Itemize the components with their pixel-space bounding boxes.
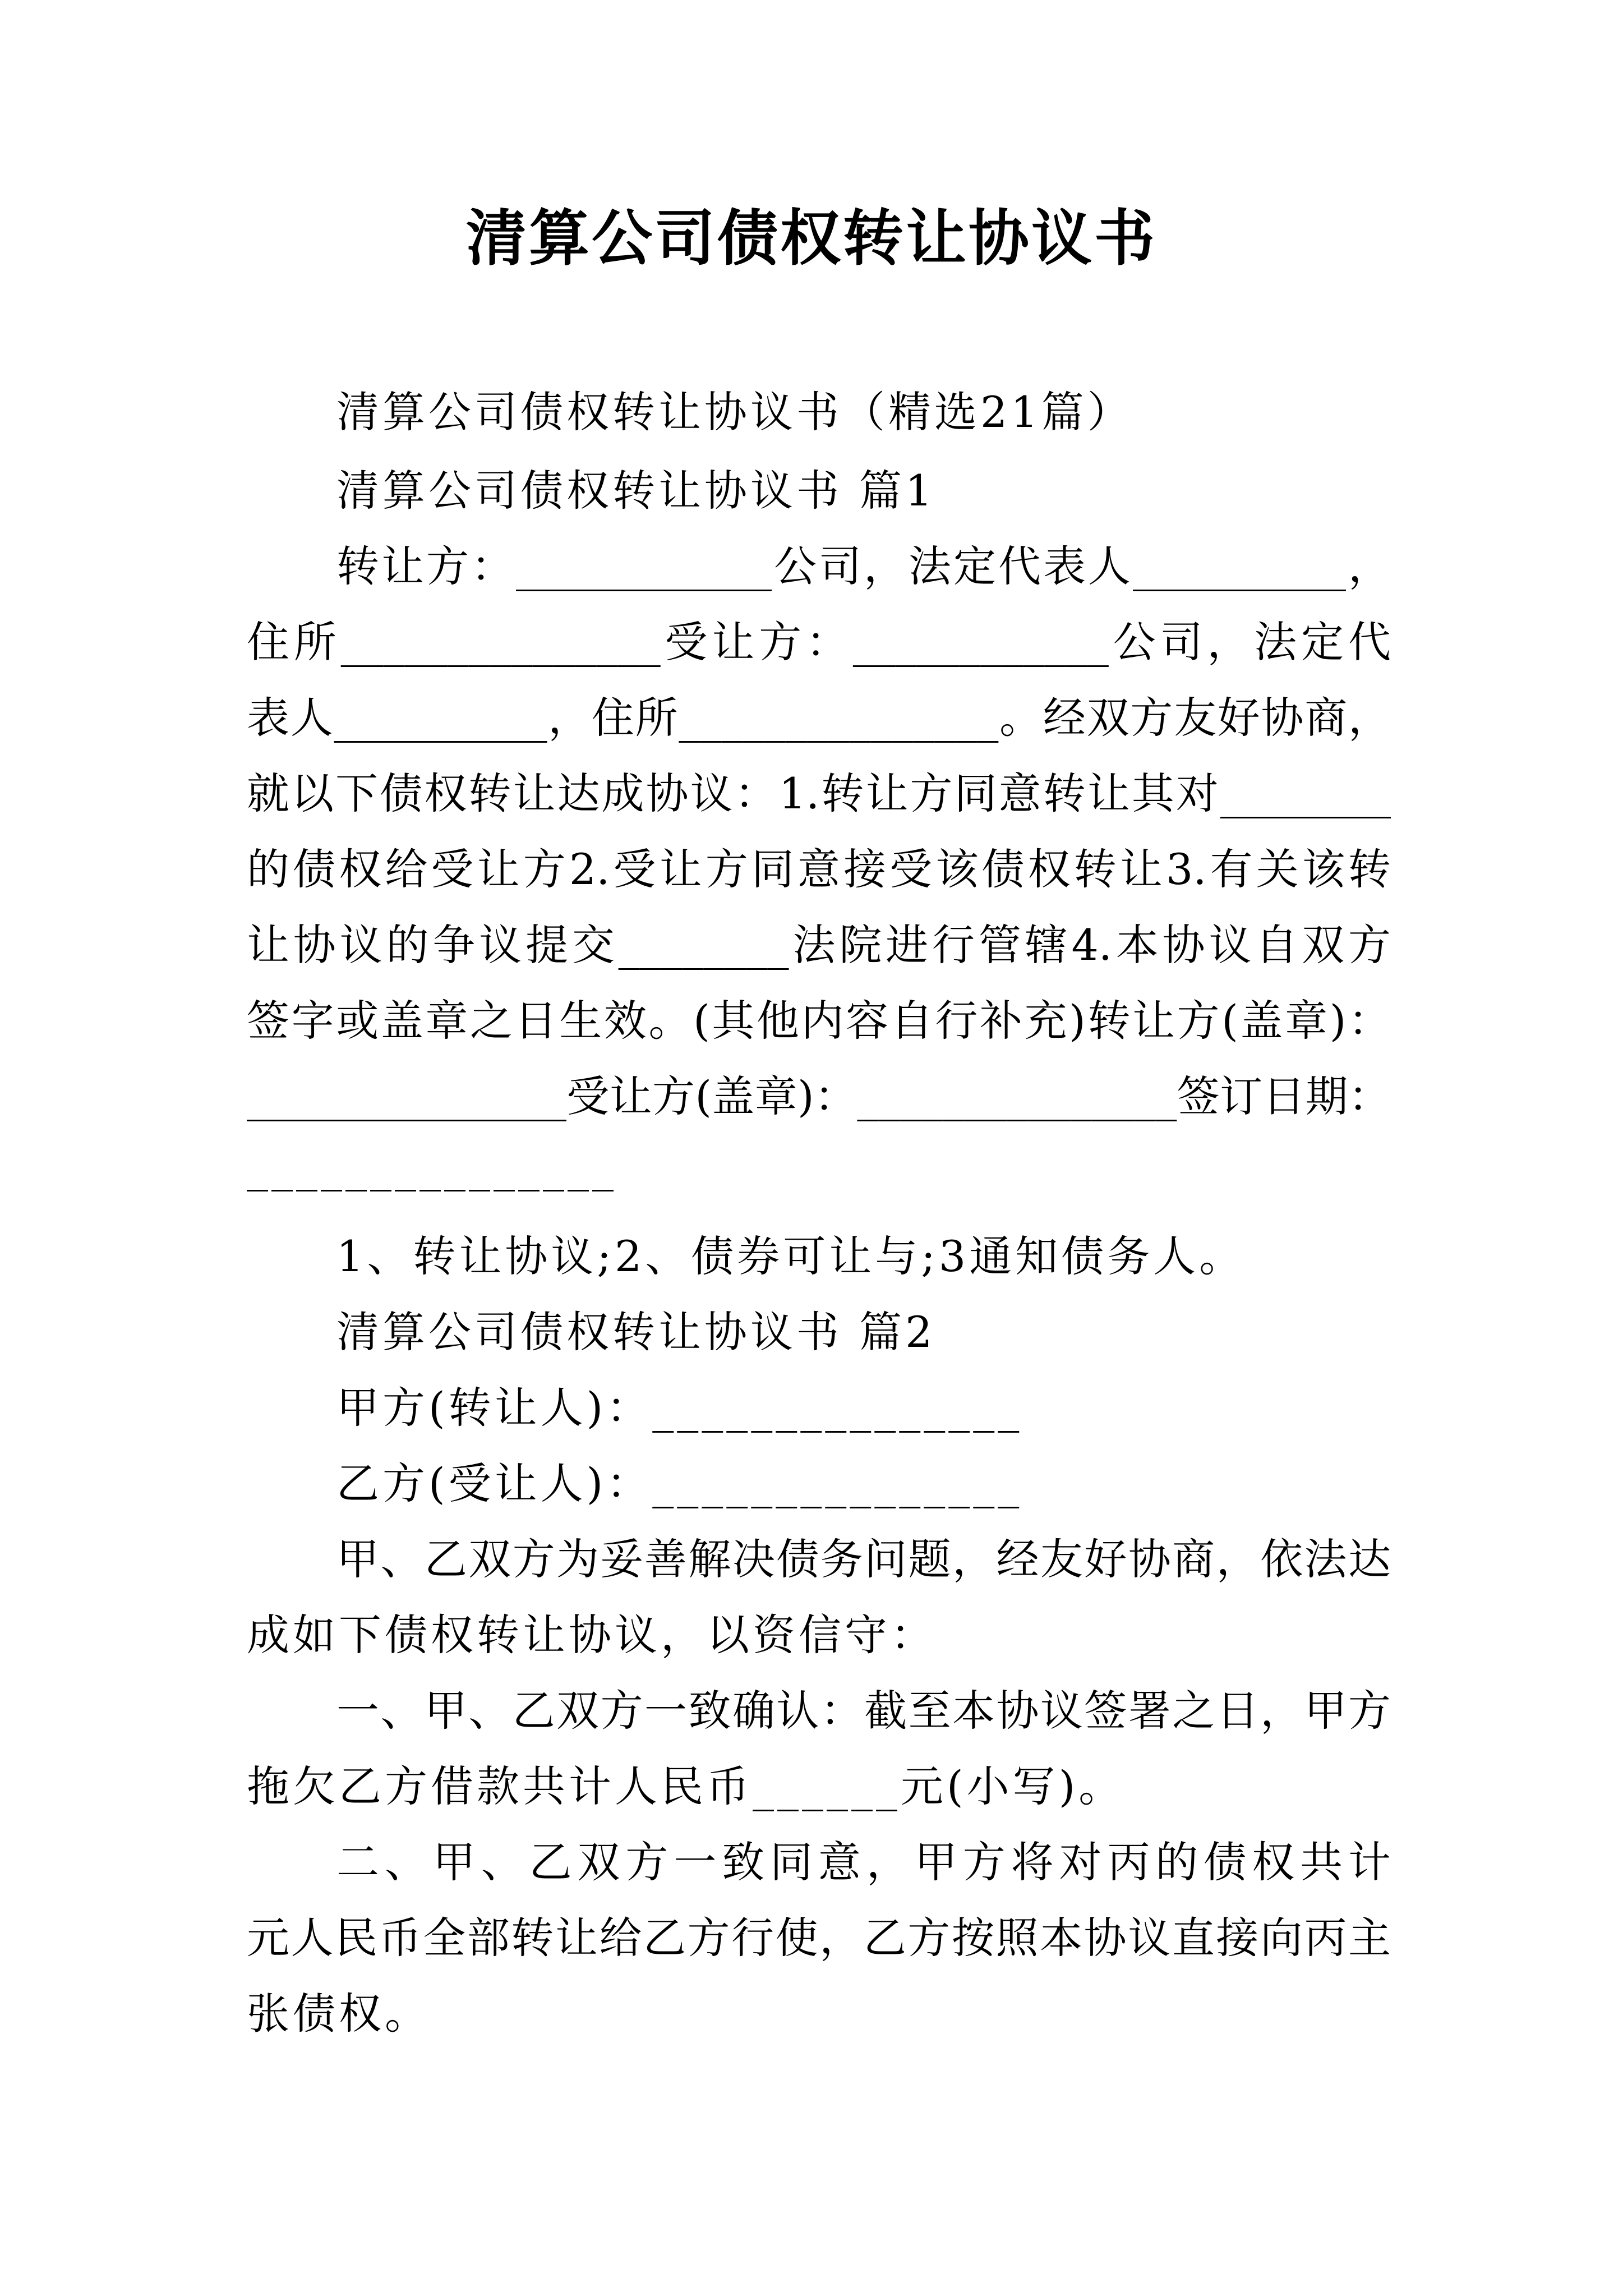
section-heading-1: 清算公司债权转让协议书 篇1 [336,466,936,516]
section-heading-2: 清算公司债权转让协议书 篇2 [336,1307,936,1357]
paragraph-line: 就以下债权转让达成协议：1.转让方同意转让其对________ [247,769,1391,818]
paragraph-line: 甲、乙双方为妥善解决债务问题，经友好协商，依法达 [336,1534,1391,1584]
paragraph-line: 让协议的争议提交________法院进行管辖4.本协议自双方 [247,920,1391,970]
paragraph-line: 的债权给受让方2.受让方同意接受该债权转让3.有关该转 [247,844,1391,894]
paragraph-line: 拖欠乙方借款共计人民币______元(小写)。 [247,1761,1125,1811]
paragraph-line: 二、甲、乙双方一致同意，甲方将对丙的债权共计 [336,1837,1391,1887]
subtitle-line: 清算公司债权转让协议书（精选21篇） [336,387,1133,437]
party-a-line: 甲方(转让人)：_______________ [336,1383,1023,1433]
paragraph-line: 一、甲、乙双方一致确认：截至本协议签署之日，甲方 [336,1686,1391,1736]
paragraph-line: 元人民币全部转让给乙方行使，乙方按照本协议直接向丙主 [247,1913,1391,1963]
paragraph-line: _______________受让方(盖章)：_______________签订日期： [247,1071,1391,1121]
paragraph-line: 转让方：____________公司，法定代表人__________， [336,541,1391,591]
document-title: 清算公司债权转让协议书 [465,203,1157,274]
party-b-line: 乙方(受让人)：_______________ [336,1458,1023,1508]
paragraph-line: 表人__________，住所_______________。经双方友好协商， [247,693,1391,743]
paragraph-line: 1、转让协议;2、债券可让与;3通知债务人。 [336,1231,1246,1281]
paragraph-line: 签字或盖章之日生效。(其他内容自行补充)转让方(盖章)： [247,996,1391,1046]
paragraph-line: 住所_______________受让方：____________公司，法定代 [247,617,1391,667]
paragraph-line: 成如下债权转让协议，以资信守： [247,1610,937,1660]
paragraph-line: 张债权。 [247,1989,431,2039]
paragraph-line: _______________ [247,1142,617,1191]
